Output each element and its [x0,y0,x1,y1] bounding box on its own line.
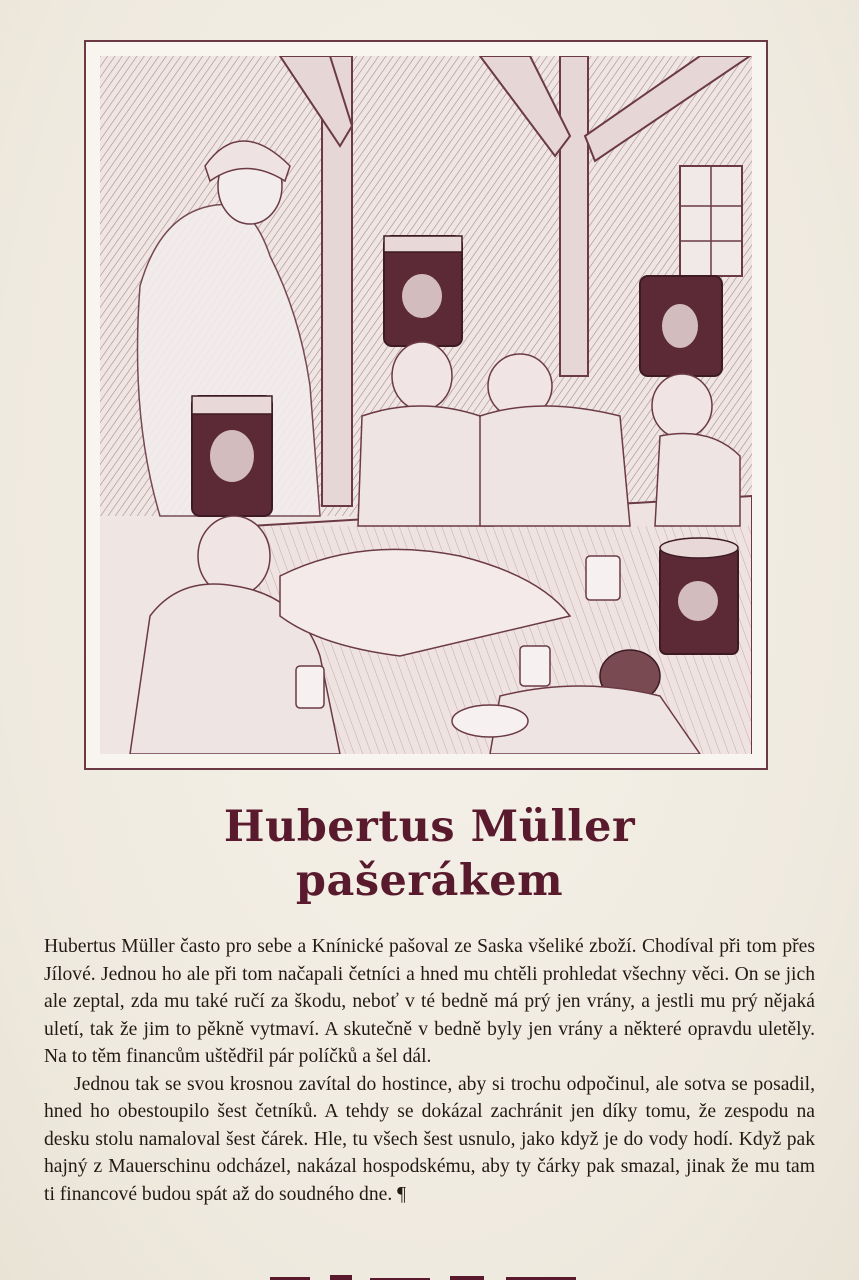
pilcrow-end-mark: ¶ [397,1183,407,1205]
paragraph-1: Hubertus Müller často pro sebe a Knínické pašoval ze Saska všeliké zboží. Chodíval při tom přes Jílové. Jednou ho ale při tom načapali četníci a hned mu chtěli prohledat všechny věci. On se jich ale zeptal, zda mu také ručí za škodu, neboť v té bedně má prý jen vrány, a jestli mu prý nějaká uletí, tak že jim to pěkně vytmaví. A skutečně v bedně byly jen vrány a některé opravdu uletěly. Na to těm financům uštědřil pár políčků a šel dál. [44,936,815,1067]
tavern-scene-icon [100,56,752,754]
cropped-heading-icon [260,1271,600,1280]
next-title-fragment [260,1268,600,1280]
story-title [0,800,859,908]
tavern-illustration [84,40,768,770]
title-line-1: Hubertus Müller [223,802,636,852]
paragraph-2 [44,1071,815,1209]
story-body [44,933,815,1208]
title-line-2: pašerákem [295,856,564,906]
paragraph-2-text: Jednou tak se svou krosnou zavítal do hostince, aby si trochu odpočinul, ale sotva se posadil, hned ho obestoupilo šest četníků. A tehdy se dokázal zachránit jen díky tomu, že zespodu na desku stolu namaloval šest čárek. Hle, tu všech šest usnulo, jako když je do vody hodí. Když pak hajný z Mauerschinu odcházel, nakázal hospodskému, aby ty čárky pak smazal, jinak že mu tam ti financové budou spát až do soudného dne. [44,1073,815,1205]
